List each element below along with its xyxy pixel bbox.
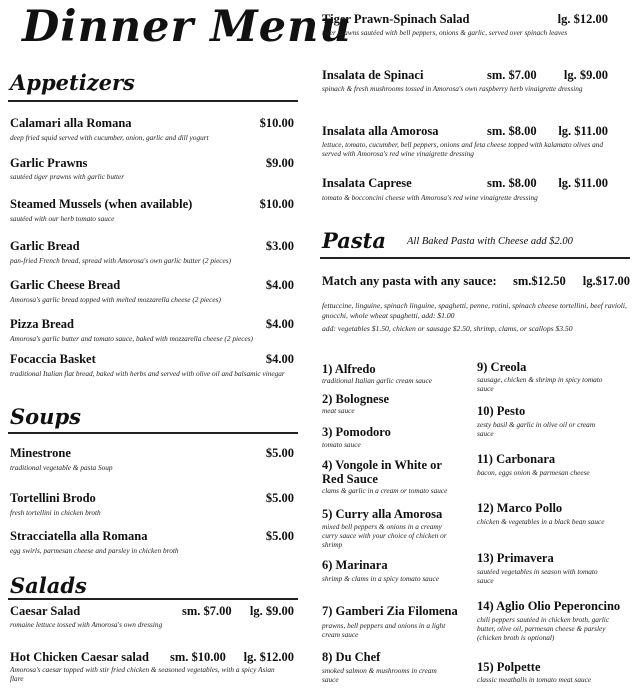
menu-item-name: Stracciatella alla Romana <box>10 529 148 543</box>
menu-item-desc: egg swirls, parmesan cheese and parsley in chicken broth <box>10 546 179 555</box>
sauce-desc: bacon, eggs onion & parmesan cheese <box>477 468 590 477</box>
menu-item-desc: Amorosa's caesar topped with stir fried chicken & seasoned vegetables, with a spicy Asian flare <box>10 665 275 683</box>
menu-item-price-small: sm. $10.00 <box>170 650 226 664</box>
sauce-name: 12) Marco Pollo <box>477 501 563 515</box>
menu-item-desc: deep fried squid served with cucumber, onion, garlic and dill yogurt <box>10 133 209 142</box>
menu-item-price: $4.00 <box>265 317 294 331</box>
menu-item-name: Calamari alla Romana <box>10 116 132 130</box>
menu-item-price-large: lg. $9.00 <box>563 68 608 82</box>
pasta-match-label: Match any pasta with any sauce: <box>322 274 497 288</box>
sauce-desc: sausage, chicken & shrimp in spicy tomato sauce <box>477 375 603 393</box>
sauce-name: 1) Alfredo <box>322 362 376 376</box>
sauce-desc: mixed bell peppers & onions in a creamy curry sauce with your choice of chicken or shrimp <box>322 522 447 549</box>
sauce-name: 9) Creola <box>477 360 527 374</box>
menu-item-desc: sautéed with our herb tomato sauce <box>10 214 115 223</box>
menu-item-price: $4.00 <box>265 352 294 366</box>
sauce-name: 7) Gamberi Zia Filomena <box>322 604 458 618</box>
menu-item-price-small: sm. $7.00 <box>182 604 232 618</box>
sauce-name: 5) Curry alla Amorosa <box>322 507 443 521</box>
menu-item-name: Tiger Prawn-Spinach Salad <box>322 12 470 26</box>
sauce-desc: shrimp & clams in a spicy tomato sauce <box>322 574 439 583</box>
menu-item-price: $9.00 <box>265 156 294 170</box>
menu-item-name: Insalata de Spinaci <box>322 68 424 82</box>
section-heading-salads: Salads <box>10 573 87 598</box>
menu-item-desc: lettuce, tomato, cucumber, bell peppers, onions and feta cheese topped with kalamato olives and served with Amorosa's red wine vinaigrette dressing <box>322 140 604 158</box>
menu-item-price-large: lg. $12.00 <box>557 12 608 26</box>
menu-item-name: Steamed Mussels (when available) <box>10 197 193 211</box>
menu-item-desc: tomato & bocconcini cheese with Amorosa's red wine vinaigrette dressing <box>322 193 538 202</box>
sauce-desc: clams & garlic in a cream or tomato sauce <box>322 486 448 495</box>
menu-item-name: Insalata alla Amorosa <box>322 124 439 138</box>
sauce-name: 6) Marinara <box>322 558 388 572</box>
menu-item-price-large: lg. $11.00 <box>558 124 608 138</box>
sauce-name: 11) Carbonara <box>477 452 556 466</box>
sauce-desc: meat sauce <box>322 406 355 415</box>
sauce-desc: prawns, bell peppers and onions in a light cream sauce <box>322 621 446 639</box>
section-heading-appetizers: Appetizers <box>10 70 135 95</box>
menu-item-price: $10.00 <box>259 197 294 211</box>
section-divider <box>8 432 298 434</box>
menu-item-name: Pizza Bread <box>10 317 74 331</box>
menu-item-desc: Amorosa's garlic bread topped with melted mozzarella cheese (2 pieces) <box>10 295 221 304</box>
section-heading-pasta: Pasta <box>322 228 386 253</box>
menu-item-name: Hot Chicken Caesar salad <box>10 650 150 664</box>
menu-item-desc: tiger prawns sautéed with bell peppers, onions & garlic, served over spinach leaves <box>322 28 568 37</box>
pasta-match-price-large: lg.$17.00 <box>582 274 630 288</box>
sauce-desc: chicken & vegetables in a black bean sauce <box>477 517 605 526</box>
menu-item-price: $5.00 <box>265 491 294 505</box>
menu-item-name: Caesar Salad <box>10 604 81 618</box>
menu-item-price: $5.00 <box>265 529 294 543</box>
menu-item-desc: sautéed tiger prawns with garlic butter <box>10 172 125 181</box>
menu-item-name: Tortellini Brodo <box>10 491 96 505</box>
menu-item-name: Garlic Prawns <box>10 156 88 170</box>
menu-item-desc: traditional Italian flat bread, baked with herbs and served with olive oil and balsamic vinegar <box>10 369 285 378</box>
sauce-desc: classic meatballs in tomato meat sauce <box>477 675 592 684</box>
sauce-name: 10) Pesto <box>477 404 526 418</box>
sauce-desc: zesty basil & garlic in olive oil or cream sauce <box>477 420 596 438</box>
section-divider <box>8 100 298 102</box>
menu-item-name: Focaccia Basket <box>10 352 96 366</box>
section-divider <box>8 598 298 600</box>
menu-item-desc: spinach & fresh mushrooms tossed in Amorosa's own raspberry herb vinaigrette dressing <box>322 84 583 93</box>
sauce-name: 14) Aglio Olio Peperoncino <box>477 599 621 613</box>
menu-item-price-large: lg. $9.00 <box>249 604 294 618</box>
menu-item-desc: pan-fried French bread, spread with Amorosa's own garlic butter (2 pieces) <box>10 256 232 265</box>
menu-item-desc: fresh tortellini in chicken broth <box>10 508 101 517</box>
section-divider <box>320 257 630 259</box>
menu-item-name: Garlic Bread <box>10 239 80 253</box>
menu-item-name: Garlic Cheese Bread <box>10 278 121 292</box>
section-heading-soups: Soups <box>10 404 81 429</box>
menu-title: Dinner Menu <box>22 2 352 52</box>
menu-item-name: Insalata Caprese <box>322 176 412 190</box>
menu-item-price: $10.00 <box>259 116 294 130</box>
menu-item-desc: Amorosa's garlic butter and tomato sauce, baked with mozzarella cheese (2 pieces) <box>10 334 253 343</box>
menu-item-price: $3.00 <box>265 239 294 253</box>
menu-item-price-large: lg. $11.00 <box>558 176 608 190</box>
sauce-name: 8) Du Chef <box>322 650 381 664</box>
menu-item-price-small: sm. $8.00 <box>487 176 537 190</box>
menu-item-name: Minestrone <box>10 446 71 460</box>
pasta-match-price-small: sm.$12.50 <box>513 274 566 288</box>
pasta-addons: add: vegetables $1.50, chicken or sausage $2.50, shrimp, clams, or scallops $3.50 <box>322 324 573 333</box>
sauce-desc: smoked salmon & mushrooms in cream sauce <box>322 666 437 684</box>
sauce-name: 2) Bolognese <box>322 392 390 406</box>
sauce-name: 15) Polpette <box>477 660 541 674</box>
sauce-desc: tomato sauce <box>322 440 361 449</box>
sauce-name: 13) Primavera <box>477 551 554 565</box>
pasta-options: fettuccine, linguine, spinach linguine, spaghetti, penne, rotini, spinach cheese tortellini, beef ravioli, gnocchi, whole wheat spaghetti, add: $1.00 <box>322 301 627 320</box>
sauce-desc: chili peppers sautéed in chicken broth, garlic butter, olive oil, parmesan cheese & parsley (chicken broth is optional) <box>477 615 610 642</box>
menu-item-price: $5.00 <box>265 446 294 460</box>
menu-item-desc: traditional vegetable & pasta Soup <box>10 463 113 472</box>
menu-item-price-small: sm. $7.00 <box>487 68 537 82</box>
sauce-name: 4) Vongole in White or Red Sauce <box>322 458 442 486</box>
menu-item-price: $4.00 <box>265 278 294 292</box>
menu-item-price-small: sm. $8.00 <box>487 124 537 138</box>
sauce-desc: traditional Italian garlic cream sauce <box>322 376 432 385</box>
pasta-cheese-note: All Baked Pasta with Cheese add $2.00 <box>407 236 573 247</box>
sauce-name: 3) Pomodoro <box>322 425 391 439</box>
menu-item-price-large: lg. $12.00 <box>243 650 294 664</box>
menu-item-desc: romaine lettuce tossed with Amorosa's own dressing <box>10 620 163 629</box>
sauce-desc: sautéed vegetables in season with tomato sauce <box>477 567 598 585</box>
